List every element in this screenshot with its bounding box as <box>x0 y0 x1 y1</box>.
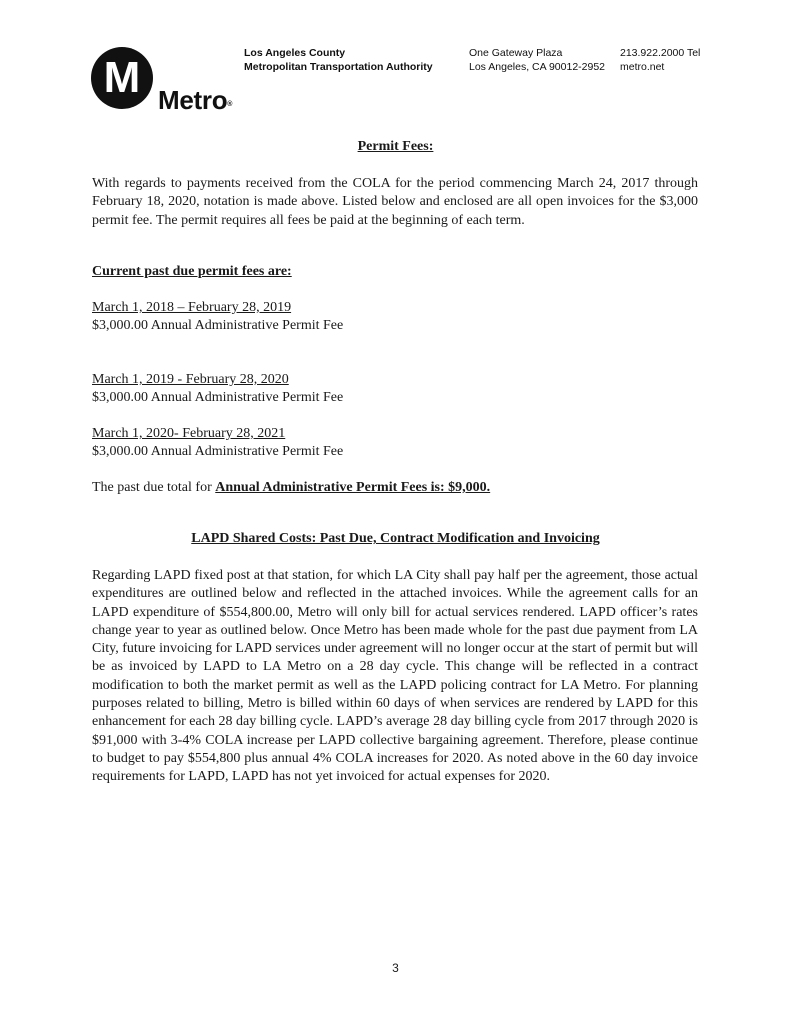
permit-fees-intro: With regards to payments received from the COLA for the period commencing March 24, 2017 through February 18, 2020, notation is made above. Listed below and enclosed are all open invoices for the $3,000 permit fee. The permit requires all fees be paid at the beginning of each term. <box>92 176 698 228</box>
fee-period: March 1, 2020- February 28, 2021 <box>92 426 286 441</box>
agency-line-2: Metropolitan Transportation Authority <box>244 61 433 73</box>
fee-amount: $3,000.00 Annual Administrative Permit Fee <box>92 390 344 406</box>
lapd-body: Regarding LAPD fixed post at that station, for which LA City shall pay half per the agreement, those actual expenditures are outlined below and reflected in the attached invoices. While the agreement calls for an LAPD expenditure of $554,800.00, Metro will only bill for actual services rendered. LAPD officer’s rates change year to year as outlined below. Once Metro has been made whole for the past due payment from LA City, future invoicing for LAPD services under agreement will no longer occur at the start of permit but will be as invoiced by LAPD to LA Metro on a 28 day cycle. This change will be reflected in a contract modification to both the market permit as well as the LAPD policing contract for LA Metro. For planning purposes related to billing, Metro is billed within 60 days of when services are rendered by LAPD for this enhancement for each 28 day billing cycle. LAPD’s average 28 day billing cycle from 2017 through 2020 is $91,000 with 3-4% COLA increase per LAPD collective bargaining agreement. Therefore, please continue to budget to pay $554,800 plus annual 4% COLA increases for 2020. As noted above in the 60 day invoice requirements for LAPD, LAPD has not yet invoiced for actual expenses for 2020. <box>92 568 698 785</box>
past-due-heading: Current past due permit fees are: <box>92 264 292 279</box>
website: metro.net <box>620 61 665 73</box>
metro-logo-letter: M <box>103 53 141 102</box>
agency-name <box>244 46 433 74</box>
metro-logo-word: Metro <box>158 85 228 115</box>
past-due-total <box>92 479 490 497</box>
past-due-total-amount: Annual Administrative Permit Fees is: $9,000. <box>215 480 491 495</box>
fee-period: March 1, 2019 - February 28, 2020 <box>92 372 289 387</box>
address-line-2: Los Angeles, CA 90012-2952 <box>469 61 606 73</box>
fee-amount: $3,000.00 Annual Administrative Permit Fee <box>92 318 344 334</box>
fee-item <box>92 425 343 462</box>
address-line-1: One Gateway Plaza <box>469 47 563 59</box>
agency-line-1: Los Angeles County <box>244 47 346 59</box>
permit-fees-heading: Permit Fees: <box>357 139 434 154</box>
phone-number: 213.922.2000 Tel <box>620 47 701 59</box>
agency-contact <box>620 46 700 74</box>
past-due-total-prefix: The past due total for <box>92 480 216 495</box>
fee-item <box>92 299 343 336</box>
metro-logo-badge <box>91 47 153 109</box>
agency-address <box>469 46 605 74</box>
metro-logo-wordmark <box>158 85 232 116</box>
page-number: 3 <box>392 961 399 975</box>
fee-period: March 1, 2018 – February 28, 2019 <box>92 300 292 315</box>
trademark-symbol: ® <box>227 101 233 108</box>
fee-amount: $3,000.00 Annual Administrative Permit Fee <box>92 444 344 460</box>
lapd-heading: LAPD Shared Costs: Past Due, Contract Modification and Invoicing <box>191 531 600 546</box>
fee-item <box>92 371 343 408</box>
